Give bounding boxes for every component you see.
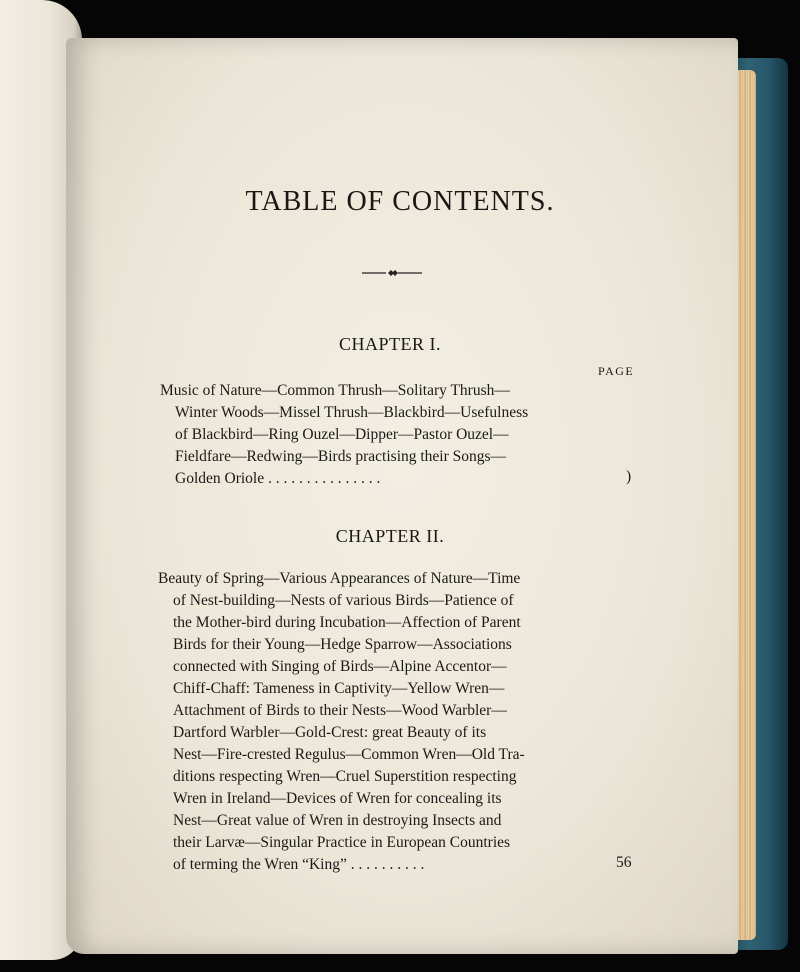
chapter-2-line: ditions respecting Wren—Cruel Superstition respecting bbox=[173, 768, 517, 785]
chapter-1-line: Music of Nature—Common Thrush—Solitary Thrush— bbox=[160, 382, 510, 399]
chapter-2-line: Nest—Great value of Wren in destroying Insects and bbox=[173, 812, 502, 829]
chapter-1-line: Winter Woods—Missel Thrush—Blackbird—Usefulness bbox=[175, 404, 529, 421]
chapter-1-line: of Blackbird—Ring Ouzel—Dipper—Pastor Ouzel— bbox=[175, 426, 509, 443]
chapter-2-line: connected with Singing of Birds—Alpine Accentor— bbox=[173, 658, 507, 675]
page-column-label: PAGE bbox=[598, 364, 635, 378]
chapter-2-line: of Nest-building—Nests of various Birds—Patience of bbox=[173, 592, 514, 609]
chapter-2-line: Wren in Ireland—Devices of Wren for concealing its bbox=[173, 790, 502, 807]
chapter-2-line: Attachment of Birds to their Nests—Wood Warbler— bbox=[173, 702, 507, 719]
chapter-1-line: Fieldfare—Redwing—Birds practising their Songs— bbox=[175, 448, 507, 465]
chapter-2-line: the Mother-bird during Incubation—Affection of Parent bbox=[173, 614, 521, 631]
chapter-2-line: Birds for their Young—Hedge Sparrow—Associations bbox=[173, 636, 512, 653]
chapter-2-heading: CHAPTER II. bbox=[335, 526, 445, 546]
chapter-1-page-number: ) bbox=[626, 468, 632, 485]
chapter-1-heading: CHAPTER I. bbox=[338, 334, 441, 354]
chapter-2-line: their Larvæ—Singular Practice in European Countries bbox=[173, 834, 511, 851]
chapter-2-page-number: 56 bbox=[616, 854, 632, 871]
toc-title: TABLE OF CONTENTS. bbox=[245, 186, 555, 217]
chapter-2-line: Nest—Fire-crested Regulus—Common Wren—Old Tra- bbox=[173, 746, 525, 763]
ornament-rule-icon bbox=[362, 268, 422, 278]
chapter-2-line: of terming the Wren “King” . . . . . . . . . . bbox=[173, 856, 425, 873]
chapter-2-line: Beauty of Spring—Various Appearances of Nature—Time bbox=[158, 570, 521, 587]
chapter-1-line: Golden Oriole . . . . . . . . . . . . . . . bbox=[175, 470, 381, 487]
chapter-2-line: Dartford Warbler—Gold-Crest: great Beauty of its bbox=[173, 724, 487, 741]
chapter-2-line: Chiff-Chaff: Tameness in Captivity—Yellow Wren— bbox=[173, 680, 505, 697]
